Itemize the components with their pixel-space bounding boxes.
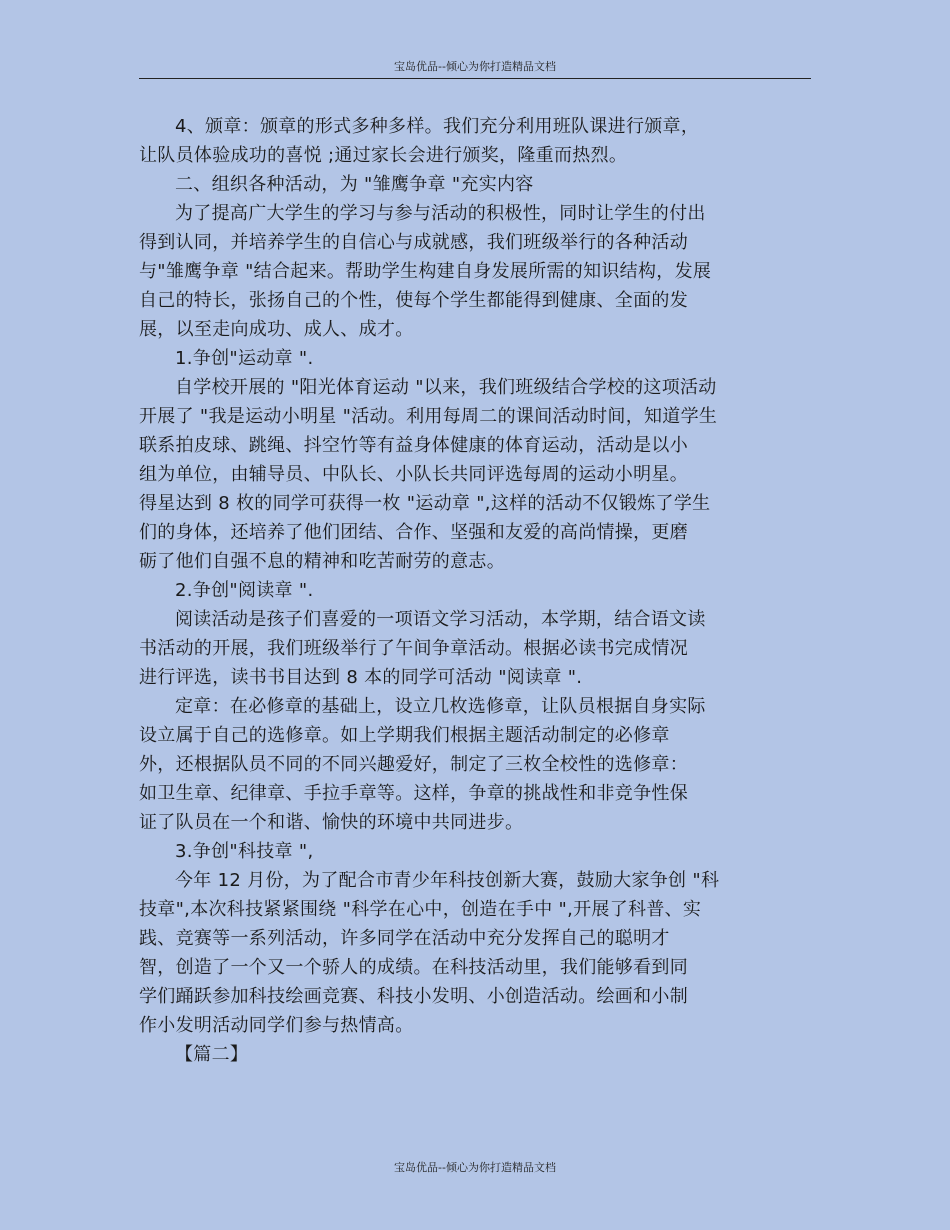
text-line: 书活动的开展，我们班级举行了午间争章活动。根据必读书完成情况 xyxy=(139,638,688,659)
page-footer: 宝岛优品--倾心为你打造精品文档 xyxy=(394,1161,556,1174)
text-line: 学们踊跃参加科技绘画竞赛、科技小发明、小创造活动。绘画和小制 xyxy=(139,986,688,1007)
text-line: 组为单位，由辅导员、中队长、小队长共同评选每周的运动小明星。 xyxy=(139,464,688,485)
text-line: 阅读活动是孩子们喜爱的一项语文学习活动，本学期，结合语文读 xyxy=(175,609,706,630)
text-line: 展，以至走向成功、成人、成才。 xyxy=(139,319,414,340)
document-body xyxy=(139,112,811,1069)
text-line: 【篇二】 xyxy=(175,1044,249,1065)
text-line: 得到认同，并培养学生的自信心与成就感，我们班级举行的各种活动 xyxy=(139,232,688,253)
text-line: 为了提高广大学生的学习与参与活动的积极性，同时让学生的付出 xyxy=(175,203,706,224)
text-line: 们的身体，还培养了他们团结、合作、坚强和友爱的高尚情操，更磨 xyxy=(139,522,688,543)
text-line: 3.争创"科技章 ", xyxy=(175,841,314,862)
text-line: 践、竞赛等一系列活动，许多同学在活动中充分发挥自己的聪明才 xyxy=(139,928,670,949)
text-line: 自学校开展的 "阳光体育运动 "以来，我们班级结合学校的这项活动 xyxy=(175,377,717,398)
text-line: 2.争创"阅读章 ". xyxy=(175,580,314,601)
text-line: 证了队员在一个和谐、愉快的环境中共同进步。 xyxy=(139,812,524,833)
page-header: 宝岛优品--倾心为你打造精品文档 xyxy=(394,60,556,73)
text-line: 智，创造了一个又一个骄人的成绩。在科技活动里，我们能够看到同 xyxy=(139,957,688,978)
text-line: 如卫生章、纪律章、手拉手章等。这样，争章的挑战性和非竞争性保 xyxy=(139,783,688,804)
text-line: 1.争创"运动章 ". xyxy=(175,348,314,369)
header-divider xyxy=(139,78,811,79)
text-line: 联系拍皮球、跳绳、抖空竹等有益身体健康的体育运动，活动是以小 xyxy=(139,435,688,456)
text-line: 4、颁章：颁章的形式多种多样。我们充分利用班队课进行颁章， xyxy=(175,116,700,137)
text-line: 砺了他们自强不息的精神和吃苦耐劳的意志。 xyxy=(139,551,505,572)
text-line: 外，还根据队员不同的不同兴趣爱好，制定了三枚全校性的选修章： xyxy=(139,754,688,775)
text-line: 二、组织各种活动，为 "雏鹰争章 "充实内容 xyxy=(175,174,534,195)
text-line: 定章：在必修章的基础上，设立几枚选修章，让队员根据自身实际 xyxy=(175,696,706,717)
text-line: 今年 12 月份，为了配合市青少年科技创新大赛，鼓励大家争创 "科 xyxy=(175,870,720,891)
text-line: 得星达到 8 枚的同学可获得一枚 "运动章 ",这样的活动不仅锻炼了学生 xyxy=(139,493,711,514)
text-line: 设立属于自己的选修章。如上学期我们根据主题活动制定的必修章 xyxy=(139,725,670,746)
text-line: 自己的特长，张扬自己的个性，使每个学生都能得到健康、全面的发 xyxy=(139,290,688,311)
text-line: 进行评选，读书书目达到 8 本的同学可活动 "阅读章 ". xyxy=(139,667,583,688)
text-line: 开展了 "我是运动小明星 "活动。利用每周二的课间活动时间，知道学生 xyxy=(139,406,718,427)
text-line: 作小发明活动同学们参与热情高。 xyxy=(139,1015,414,1036)
text-line: 技章",本次科技紧紧围绕 "科学在心中，创造在手中 ",开展了科普、实 xyxy=(139,899,702,920)
text-line: 与"雏鹰争章 "结合起来。帮助学生构建自身发展所需的知识结构，发展 xyxy=(139,261,712,282)
text-line: 让队员体验成功的喜悦 ;通过家长会进行颁奖，隆重而热烈。 xyxy=(139,145,628,166)
